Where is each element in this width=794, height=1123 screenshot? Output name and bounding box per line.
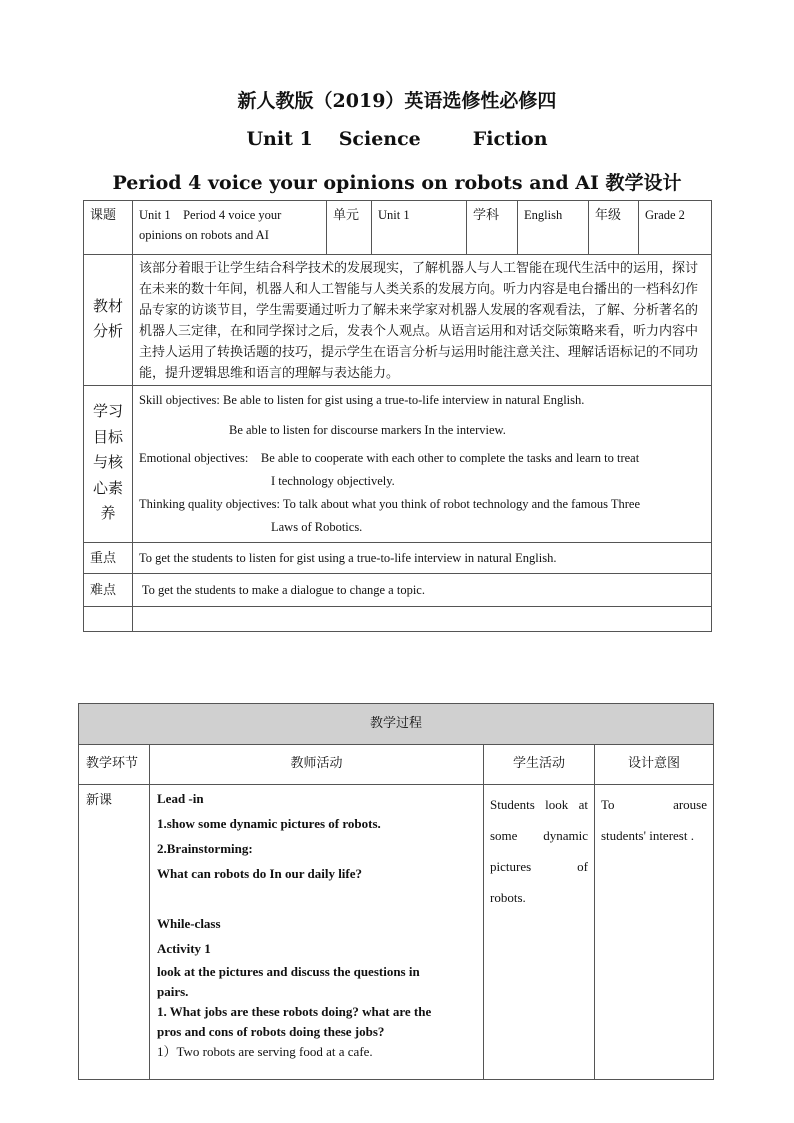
student-activity-line: Students look at [490, 797, 588, 812]
objectives-label-line: 心素 [92, 480, 123, 497]
objectives-label-line: 目标 [92, 429, 123, 446]
unit-topic-2: Fiction [472, 128, 548, 150]
emotional-objective-2: I technology objectively. [271, 474, 395, 488]
emotional-objective: Emotional objectives: Be able to cooperate with each other to complete the tasks and learn to treat [139, 451, 640, 465]
teacher-step-1: 1.show some dynamic pictures of robots. [157, 816, 381, 831]
col-student-header: 学生活动 [484, 745, 595, 785]
phase-cell: 新课 [79, 785, 150, 1080]
key-point-label: 重点 [84, 543, 133, 574]
col-phase-header: 教学环节 [79, 745, 150, 785]
topic-value-line2: opinions on robots and AI [139, 228, 269, 242]
objectives-label-line: 与核 [92, 455, 123, 472]
objectives-text [133, 386, 712, 543]
teacher-activity-cell [150, 785, 484, 1080]
document-title: 新人教版（2019）英语选修性必修四 [237, 90, 557, 112]
empty-cell [84, 607, 133, 632]
thinking-objective-2: Laws of Robotics. [271, 520, 363, 534]
teaching-process-table [78, 703, 714, 1080]
subject-value: English [518, 201, 589, 255]
lesson-info-table [83, 200, 712, 632]
topic-label: 课题 [84, 201, 133, 255]
thinking-objective: Thinking quality objectives: To talk about what you think of robot technology and the famous Three [139, 497, 640, 511]
design-intent-line: students' interest . [601, 828, 694, 843]
col-design-header: 设计意图 [595, 745, 714, 785]
grade-value: Grade 2 [639, 201, 712, 255]
empty-cell [133, 607, 712, 632]
analysis-text: 该部分着眼于让学生结合科学技术的发展现实，了解机器人与人工智能在现代生活中的运用，探讨在未来的数十年间，机器人和人工智能与人类关系的发展方向。听力内容是电台播出的一档科幻作品专家的访谈节目，学生需要通过听力了解未来学家对机器人发展的客观看法，了解、分析著名的机器人三定律，在和同学探讨之后，发表个人观点。从语言运用和对话交际策略来看，听力内容中主持人运用了转换话题的技巧，提示学生在语言分析与运用时能注意关注、理解话语标记的不同功能，提升逻辑思维和语言的理解与表达能力。 [133, 255, 712, 386]
analysis-label [84, 255, 133, 386]
while-class-heading: While-class [157, 916, 221, 931]
topic-value-line1: Unit 1 Period 4 voice your [139, 208, 282, 222]
activity-item-1: 1）Two robots are serving food at a cafe. [157, 1044, 373, 1059]
skill-objective-2: Be able to listen for discourse markers In the interview. [229, 423, 506, 437]
design-intent-cell [595, 785, 714, 1080]
objectives-label-line: 学习 [92, 404, 123, 421]
design-intent-line: To arouse [601, 797, 708, 812]
subject-label: 学科 [467, 201, 518, 255]
unit-title [0, 128, 794, 150]
topic-value [133, 201, 327, 255]
difficult-point-text: To get the students to make a dialogue to change a topic. [133, 574, 712, 607]
student-activity-line: pictures of [490, 859, 588, 874]
unit-label: 单元 [327, 201, 372, 255]
student-activity-line: robots. [490, 890, 526, 905]
key-point-text: To get the students to listen for gist using a true-to-life interview in natural English. [133, 543, 712, 574]
period-title: Period 4 voice your opinions on robots and AI 教学设计 [112, 172, 682, 194]
col-teacher-header: 教师活动 [150, 745, 484, 785]
analysis-label-line2: 分析 [92, 324, 123, 340]
activity-question: 1. What jobs are these robots doing? what are the [157, 1004, 432, 1019]
activity-instruction-2: pairs. [157, 984, 189, 999]
activity-instruction: look at the pictures and discuss the questions in [157, 964, 420, 979]
teacher-step-2: 2.Brainstorming: [157, 841, 253, 856]
activity-question-2: pros and cons of robots doing these jobs? [157, 1024, 385, 1039]
unit-value: Unit 1 [372, 201, 467, 255]
unit-topic: Science [338, 128, 421, 150]
skill-objective: Skill objectives: Be able to listen for gist using a true-to-life interview in natural English. [139, 393, 585, 407]
grade-label: 年级 [589, 201, 639, 255]
lead-in-heading: Lead -in [157, 791, 204, 806]
process-header: 教学过程 [79, 704, 714, 745]
brainstorm-question: What can robots do In our daily life? [157, 866, 363, 881]
difficult-point-label: 难点 [84, 574, 133, 607]
activity-heading: Activity 1 [157, 941, 211, 956]
student-activity-line: some dynamic [490, 828, 588, 843]
objectives-label-line: 养 [100, 506, 116, 523]
unit-number: Unit 1 [246, 128, 313, 150]
objectives-label [84, 386, 133, 543]
student-activity-cell [484, 785, 595, 1080]
analysis-label-line1: 教材 [92, 298, 123, 315]
